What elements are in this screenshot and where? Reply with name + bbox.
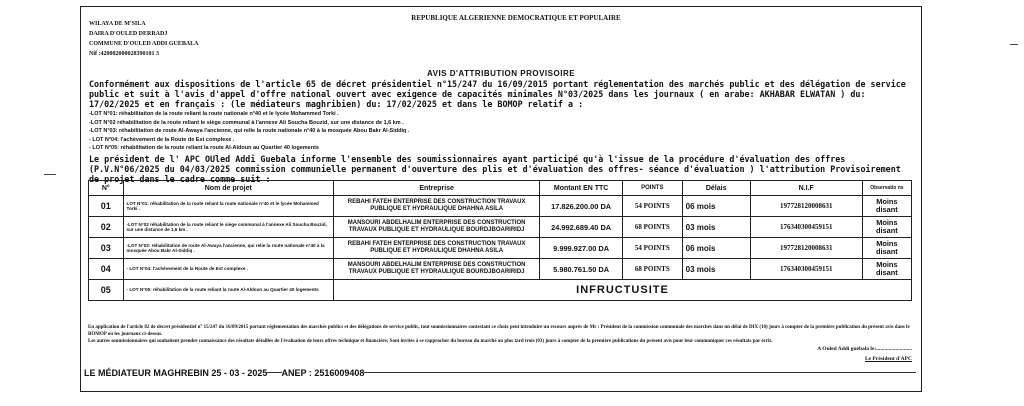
avis-title: AVIS D'ATTRIBUTION PROVISOIRE (426, 69, 576, 78)
row-project: - LOT N°05: réhabilitation de la route reliant la route Al-Aldoun au Quartier 40 logements (123, 280, 333, 301)
row-obs: Moins disant (862, 196, 911, 217)
footer-text (88, 324, 916, 345)
row-delay: 06 mois (682, 238, 750, 259)
president-paragraph: Le président de l' APC OUled Addi Guebala informe l'ensemble des soumissionnaires ayant participé qu'à l'issue de la procédure d'évaluation des offres (P.V.N°06/2025 du 04/03/2025 commission communielle permanent d'ouverture des plis et d'évaluation des offres- séance d'évaluation ) l'attribution Provisoirement de projet dans le cadre comme suit : (89, 153, 901, 184)
col-delay: Délais (682, 181, 750, 196)
wilaya: WILAYA DE M'SILA (89, 21, 146, 27)
row-delay: 03 mois (682, 259, 750, 280)
row-amount: 17.826.200.00 DA (540, 196, 623, 217)
row-amount: 24.992.689.40 DA (540, 217, 623, 238)
row-num: 01 (89, 196, 124, 217)
signature-place-date: A Ouled Addi guebala le:.......................... (817, 346, 912, 352)
row-enterprise: MANSOURI ABDELHALIM ENTERPRISE DES CONSTRUCTION TRAVAUX PUBLIQUE ET HYDRAULIQUE BOURDJBOARIRIDJ (334, 259, 540, 280)
row-delay: 03 mois (682, 217, 750, 238)
col-project: Nom de projet (123, 181, 333, 196)
row-nif: 197728120008631 (750, 238, 862, 259)
row-enterprise: MANSOURI ABDELHALIM ENTERPRISE DES CONSTRUCTION TRAVAUX PUBLIQUE ET HYDRAULIQUE BOURDJBOARIRIDJ (334, 217, 540, 238)
award-table (88, 180, 912, 301)
col-obs: Observatio ns (862, 181, 911, 196)
row-enterprise: REBAHI FATEH ENTERPRISE DES CONSTRUCTION TRAVAUX PUBLIQUE ET HYDRAULIQUE DHAHNA ASILA (334, 196, 540, 217)
row-points: 68 POINTS (622, 217, 682, 238)
footer-recourse: En application de l'article 82 de décret présidentiel n° 15/247 du 16/09/2015 portant réglementation des marchés publics et des délégations de service public, tout soumissionnaires contestant ce choix peut introduire un recours auprès de Mr : Président de la commission communale des marchés dans un délai de DIX (10) jours à compter de la première publication du présent avis dans le BOMOP ou les journaux ci-dessus. (88, 325, 910, 337)
row-enterprise: REBAHI FATEH ENTERPRISE DES CONSTRUCTION TRAVAUX PUBLIQUE ET HYDRAULIQUE DHAHNA ASILA (334, 238, 540, 259)
row-project: LOT N°01: réhabilitation de la route reliant la route nationale n°40 et le lycée Mohammed Torki . (123, 196, 333, 217)
commune: COMMUNE D'OULED ADDI GUEBALA (89, 41, 199, 47)
anep-stamp: ANEP : 2516009408 (281, 368, 365, 378)
lot-item: - LOT N°04: l'achèvement de la Route de Est complexe . (89, 136, 235, 143)
row-points: 54 POINTS (622, 196, 682, 217)
scan-mark-right (1010, 44, 1018, 45)
row-nif: 176340300459151 (750, 259, 862, 280)
row-nif: 176340300459151 (750, 217, 862, 238)
row-obs: Moins disant (862, 238, 911, 259)
lots-list (89, 110, 913, 153)
signature-title: Le Président d'APC (864, 356, 912, 362)
table-row (89, 217, 912, 238)
row-num: 04 (89, 259, 124, 280)
scan-mark-left (44, 174, 56, 175)
col-enterprise: Entreprise (334, 181, 540, 196)
row-amount: 5.980.761.50 DA (540, 259, 623, 280)
row-num: 05 (89, 280, 124, 301)
table-row (89, 259, 912, 280)
publication-stamp (84, 368, 376, 378)
row-num: 02 (89, 217, 124, 238)
row-obs: Moins disant (862, 259, 911, 280)
footer-results: Les autres soumissionnaires qui souhaitent prendre connaissance des résultats détaillés de l'évaluation de leurs offres technique et financière; Sont invités à se rapprocher du bureau du marché au plus tard trois (03) jours à compter de la première publications du présent avis pour leur communiquer ces résultats par écrit. (88, 339, 773, 344)
row-project: - LOT N°04: l'achèvement de la Route de Est complexe . (123, 259, 333, 280)
table-row (89, 238, 912, 259)
row-obs: Moins disant (862, 217, 911, 238)
col-num: N° (89, 181, 124, 196)
row-amount: 9.999.927.00 DA (540, 238, 623, 259)
republique-heading: REPUBLIQUE ALGERIENNE DEMOCRATIQUE ET POPULAIRE (411, 14, 621, 22)
table-header-row (89, 181, 912, 196)
lot-item: - LOT N°05: réhabilitation de la route reliant la route Al-Aldoun au Quartier 40 logements (89, 145, 319, 151)
issuer-header (89, 19, 199, 59)
nif-number: Nif :420002000028390101 3 (89, 51, 159, 57)
notice-body (89, 79, 913, 184)
row-num: 03 (89, 238, 124, 259)
table-row (89, 196, 912, 217)
row-points: 68 POINTS (622, 259, 682, 280)
lot-item: -LOT N°03: réhabilitation de route Al-Awaya l'ancienne, qui relie la route nationale n°40 à la mosquée Abou Bakr Al-Siddiq . (89, 128, 410, 134)
row-project: -LOT N°02 réhabilitation de la route reliant le siège communal à l'annexe Ali Soucha Bouzid, sur une distance de 1,6 km . (123, 217, 333, 238)
row-project: -LOT N°03: réhabilitation de route Al-Awaya l'ancienne, qui relie la route nationale n°40 à la mosquée Abou Bakr Al-Siddiq . (123, 238, 333, 259)
row-status-infructuous: INFRUCTUSITE (334, 280, 912, 301)
col-amount: Montant EN TTC (540, 181, 623, 196)
col-nif: N.I.F (750, 181, 862, 196)
row-delay: 06 mois (682, 196, 750, 217)
table-row (89, 280, 912, 301)
newspaper-stamp: LE MÉDIATEUR MAGHREBIN 25 - 03 - 2025 (84, 368, 268, 378)
daira: DAIRA D'OULED DERRADJ (89, 31, 168, 37)
intro-paragraph: Conformément aux dispositions de l'article 65 de décret présidentiel n°15/247 du 16/09/2015 portant réglementation des marchés public et des délégation de service public et suit à l'avis d'appel d'offre national ouvert avec exigence de capacités minimales N°03/2025 dans les journaux ( en arabe: AKHABAR ELWATAN ) du: 17/02/2025 et en français : (le médiateurs maghribien) du: 17/02/2025 et dans le BOMOP relatif a : (89, 79, 906, 109)
row-nif: 197728120008631 (750, 196, 862, 217)
lot-item: -LOT N°02 réhabilitation de la route reliant le siège communal à l'annexe Ali Soucha Bouzid, sur une distance de 1,6 km . (89, 119, 404, 126)
row-points: 54 POINTS (622, 238, 682, 259)
col-points: POINTS (622, 181, 682, 196)
lot-item: -LOT N°01: réhabilitation de la route reliant la route nationale n°40 et le lycée Mohammed Torki . (89, 111, 339, 117)
